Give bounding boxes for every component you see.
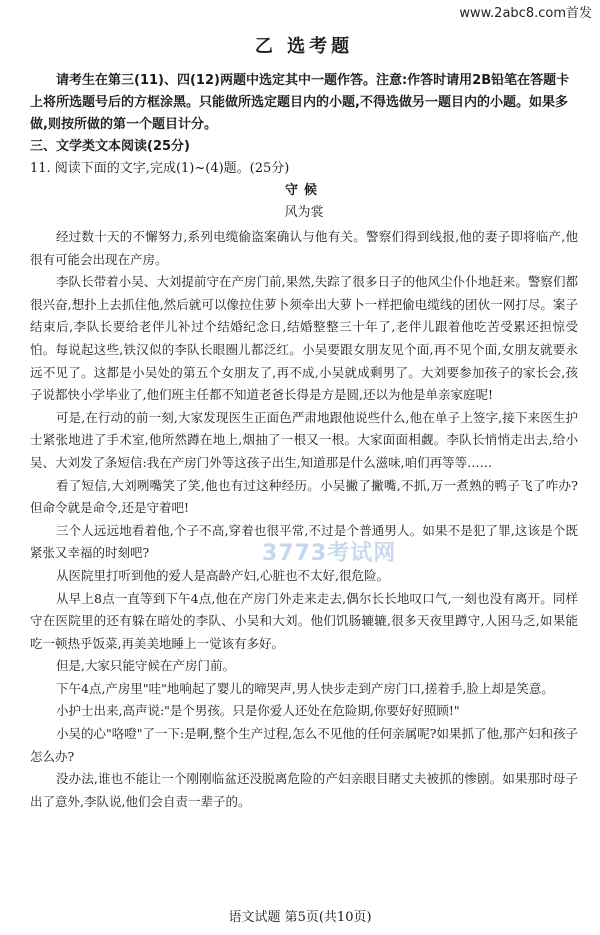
overlay-watermark: 3773考试网 xyxy=(262,541,397,566)
story-paragraph: 从医院里打听到他的爱人是高龄产妇,心脏也不太好,很危险。 xyxy=(56,567,389,583)
exam-page xyxy=(30,28,578,813)
story-paragraph: 经过数十天的不懈努力,系列电缆偷盗案确认与他有关。警察们得到线报,他的妻子即将临产,他很有可能会出现在产房。 xyxy=(30,229,578,267)
story-paragraph: 没办法,谁也不能让一个刚刚临盆还没脱离危险的产妇亲眼目睹丈夫被抓的惨剧。如果那时母子出了意外,李队说,他们会自责一辈子的。 xyxy=(30,771,578,809)
story-author: 风为裳 xyxy=(284,205,324,220)
part-heading: 三、文学类文本阅读(25分) xyxy=(30,139,190,154)
page-footer: 语文试题 第5页(共10页) xyxy=(228,910,372,925)
story-paragraph: 下午4点,产房里"哇"地响起了婴儿的啼哭声,男人快步走到产房门口,搓着手,脸上却是笑意。 xyxy=(56,680,554,696)
site-watermark: www.2abc8.com首发 xyxy=(459,6,592,21)
story-paragraph: 看了短信,大刘咧嘴笑了笑,他也有过这种经历。小吴撇了撇嘴,不抓,万一煮熟的鸭子飞了咋办?但命令就是命令,还是守着吧! xyxy=(30,477,578,516)
story-paragraph: 三个人远远地看着他,个子不高,穿着也很平常,不过是个普通男人。如果不是犯了罪,这该是个既紧张又幸福的时刻吧? xyxy=(30,522,578,561)
story-title: 守候 xyxy=(284,183,323,198)
story-paragraph: 小护士出来,高声说:"是个男孩。只是你爱人还处在危险期,你要好好照顾!" xyxy=(56,703,460,719)
story-paragraph: 但是,大家只能守候在产房门前。 xyxy=(56,658,235,674)
question-line: 11. 阅读下面的文字,完成(1)~(4)题。(25分) xyxy=(30,161,290,176)
story-paragraph: 可是,在行动的前一刻,大家发现医生正面色严肃地跟他说些什么,他在单子上签字,接下来医生护士紧张地进了手术室,他所然蹲在地上,烟抽了一根又一根。大家面面相觑。李队长悄悄走出去,给小吴、大刘发了条短信:我在产房门外等这孩子出生,知道那是什么滋味,咱们再等等…… xyxy=(30,409,578,470)
instructions: 请考生在第三(11)、四(12)两题中选定其中一题作答。注意:作答时请用2B铅笔在答题卡上将所选题号后的方框涂黑。只能做所选定题目内的小题,不得选做另一题目内的小题。如果多做,则按所做的第一个题目计分。 xyxy=(30,73,570,132)
section-title: 乙 选考题 xyxy=(254,36,354,57)
story-paragraph: 小吴的心"咯噔"了一下:是啊,整个生产过程,怎么不见他的任何亲属呢?如果抓了他,那产妇和孩子怎么办? xyxy=(30,726,578,764)
story-paragraph: 李队长带着小吴、大刘提前守在产房门前,果然,失踪了很多日子的他风尘仆仆地赶来。警察们都很兴奋,想扑上去抓住他,然后就可以像拉住萝卜须牵出大萝卜一样把偷电缆线的团伙一网打尽。案子结束后,李队长要给老伴儿补过个结婚纪念日,结婚整整三十年了,老伴儿跟着他吃苦受累还担惊受怕。每说起这些,铁汉似的李队长眼圈儿都泛红。小吴要跟女朋友见个面,再不见个面,女朋友就要永远不见了。这都是小吴处的第五个女朋友了,再不成,小吴就成剩男了。大刘要参加孩子的家长会,孩子说都快小学毕业了,他们班主任都不知道老爸长得是方是圆,还以为他是单亲家庭呢! xyxy=(30,274,578,403)
story-paragraph: 从早上8点一直等到下午4点,他在产房门外走来走去,偶尔长长地叹口气,一刻也没有离开。同样守在医院里的还有躲在暗处的李队、小吴和大刘。他们饥肠辘辘,很多天夜里蹲守,人困马乏,如果能吃一顿热乎饭菜,再美美地睡上一觉该有多好。 xyxy=(30,590,578,651)
